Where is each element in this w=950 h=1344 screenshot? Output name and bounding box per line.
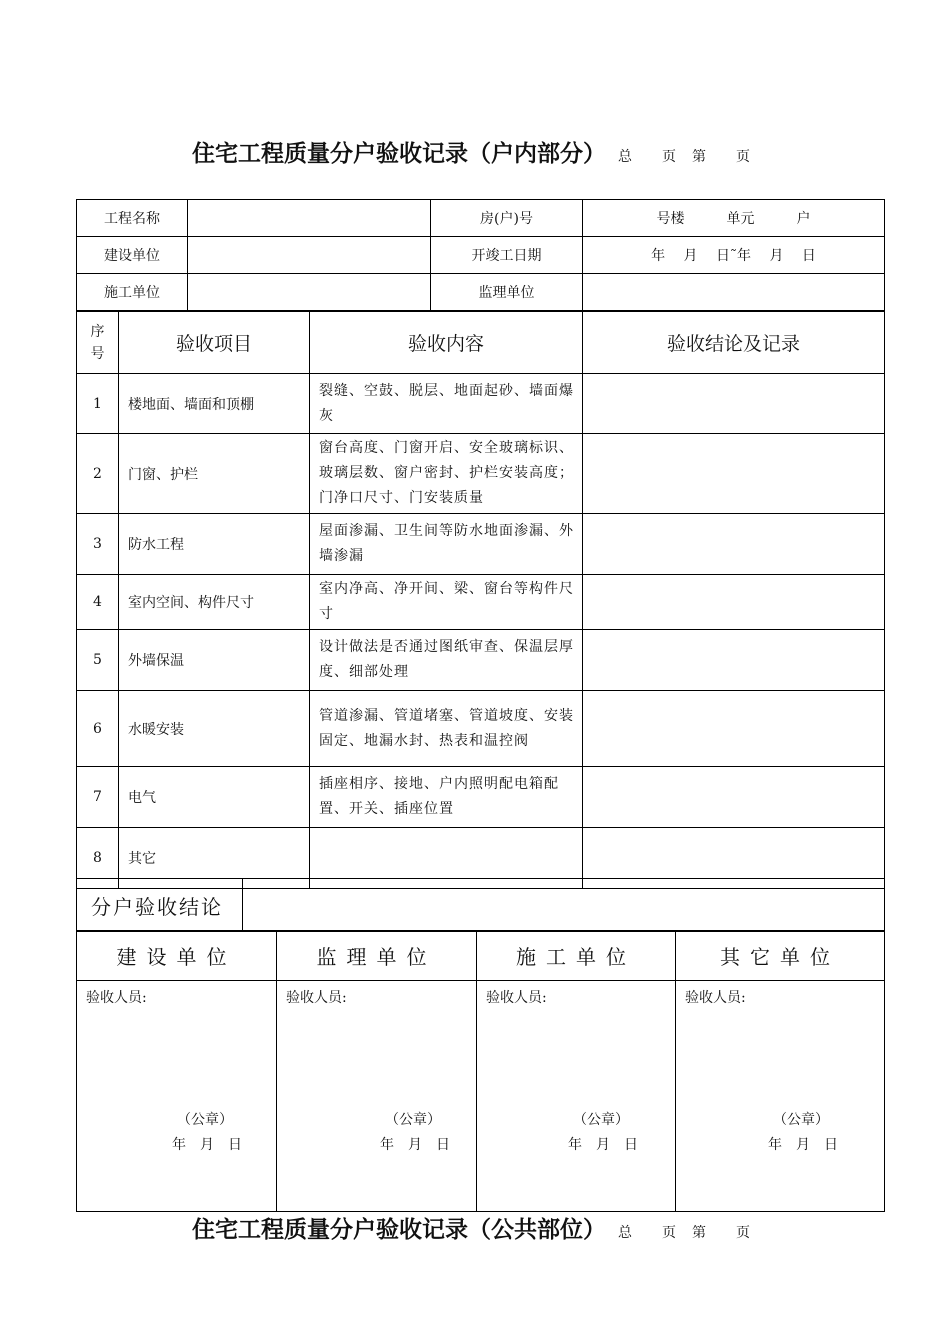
row-seq: 3: [77, 514, 119, 575]
conclusion-table: [76, 878, 885, 932]
contractor-field[interactable]: [188, 274, 431, 311]
header-item: 验收项目: [119, 312, 310, 374]
inspector-label: 验收人员:: [685, 990, 746, 1006]
row-result-field[interactable]: [583, 374, 885, 434]
unit-builder-header: 建设单位: [77, 931, 277, 981]
row-content: 屋面渗漏、卫生间等防水地面渗漏、外墙渗漏: [310, 514, 583, 575]
page-title-indoor: [0, 135, 950, 168]
builder-label: 建设单位: [77, 237, 188, 274]
row-item: 电气: [119, 767, 310, 828]
builder-field[interactable]: [188, 237, 431, 274]
table-row: [77, 514, 885, 575]
row-content: 室内净高、净开间、梁、窗台等构件尺寸: [310, 575, 583, 630]
dates-label: 开竣工日期: [431, 237, 583, 274]
row-seq: 1: [77, 374, 119, 434]
house-number-label: 房(户)号: [431, 200, 583, 237]
date-line: 年 月 日: [768, 1137, 838, 1153]
header-content: 验收内容: [310, 312, 583, 374]
row-content: 窗台高度、门窗开启、安全玻璃标识、玻璃层数、窗户密封、护栏安装高度；门净口尺寸、门安装质量: [310, 434, 583, 514]
unit-other-header: 其它单位: [676, 931, 885, 981]
row-content: 设计做法是否通过图纸审查、保温层厚度、细部处理: [310, 630, 583, 691]
contractor-label: 施工单位: [77, 274, 188, 311]
row-result-field[interactable]: [583, 434, 885, 514]
row-seq: 6: [77, 691, 119, 767]
row-seq: 4: [77, 575, 119, 630]
row-item: 防水工程: [119, 514, 310, 575]
seal-label: （公章）: [385, 1112, 441, 1128]
table-row: [77, 691, 885, 767]
seal-label: （公章）: [773, 1112, 829, 1128]
row-seq: 8: [77, 828, 119, 889]
row-result-field[interactable]: [583, 630, 885, 691]
row-result-field[interactable]: [583, 767, 885, 828]
row-content: 裂缝、空鼓、脱层、地面起砂、墙面爆灰: [310, 374, 583, 434]
row-seq: 2: [77, 434, 119, 514]
row-item: 外墙保温: [119, 630, 310, 691]
header-seq: 序号: [77, 312, 119, 374]
row-result-field[interactable]: [583, 691, 885, 767]
inspector-label: 验收人员:: [486, 990, 547, 1006]
header-result: 验收结论及记录: [583, 312, 885, 374]
row-seq: 7: [77, 767, 119, 828]
title-main: 住宅工程质量分户验收记录（公共部位）: [192, 1216, 606, 1243]
table-row: [77, 374, 885, 434]
row-content: 插座相序、接地、户内照明配电箱配置、开关、插座位置: [310, 767, 583, 828]
unit-contractor-header: 施工单位: [477, 931, 676, 981]
table-row: [77, 630, 885, 691]
inspection-items-table: [76, 311, 885, 889]
signature-box-supervisor[interactable]: [277, 981, 477, 1212]
page-counter: 总 页 第 页: [618, 149, 750, 165]
row-item: 其它: [119, 828, 310, 889]
dates-field[interactable]: 年 月 日˜年 月 日: [583, 237, 885, 274]
project-name-label: 工程名称: [77, 200, 188, 237]
row-result-field[interactable]: [583, 575, 885, 630]
page-title-public: [0, 1211, 950, 1244]
inspector-label: 验收人员:: [286, 990, 347, 1006]
conclusion-field[interactable]: [243, 879, 885, 932]
row-content: 管道渗漏、管道堵塞、管道坡度、安装固定、地漏水封、热表和温控阀: [310, 691, 583, 767]
seal-label: （公章）: [177, 1112, 233, 1128]
signature-box-builder[interactable]: [77, 981, 277, 1212]
table-row: [77, 767, 885, 828]
date-line: 年 月 日: [380, 1137, 450, 1153]
signature-box-other[interactable]: [676, 981, 885, 1212]
signature-box-contractor[interactable]: [477, 981, 676, 1212]
date-line: 年 月 日: [172, 1137, 242, 1153]
supervisor-label: 监理单位: [431, 274, 583, 311]
row-item: 水暖安装: [119, 691, 310, 767]
row-item: 门窗、护栏: [119, 434, 310, 514]
house-number-field[interactable]: 号楼 单元 户: [583, 200, 885, 237]
table-row: [77, 575, 885, 630]
inspector-label: 验收人员:: [86, 990, 147, 1006]
page-counter: 总 页 第 页: [618, 1225, 750, 1241]
unit-supervisor-header: 监理单位: [277, 931, 477, 981]
row-result-field[interactable]: [583, 514, 885, 575]
project-info-table: [76, 199, 885, 311]
date-line: 年 月 日: [568, 1137, 638, 1153]
seal-label: （公章）: [573, 1112, 629, 1128]
table-row: [77, 434, 885, 514]
row-item: 楼地面、墙面和顶棚: [119, 374, 310, 434]
signature-table: [76, 930, 885, 1212]
project-name-field[interactable]: [188, 200, 431, 237]
supervisor-field[interactable]: [583, 274, 885, 311]
row-item: 室内空间、构件尺寸: [119, 575, 310, 630]
title-main: 住宅工程质量分户验收记录（户内部分）: [192, 140, 606, 167]
row-seq: 5: [77, 630, 119, 691]
conclusion-label: 分户验收结论: [77, 879, 243, 932]
